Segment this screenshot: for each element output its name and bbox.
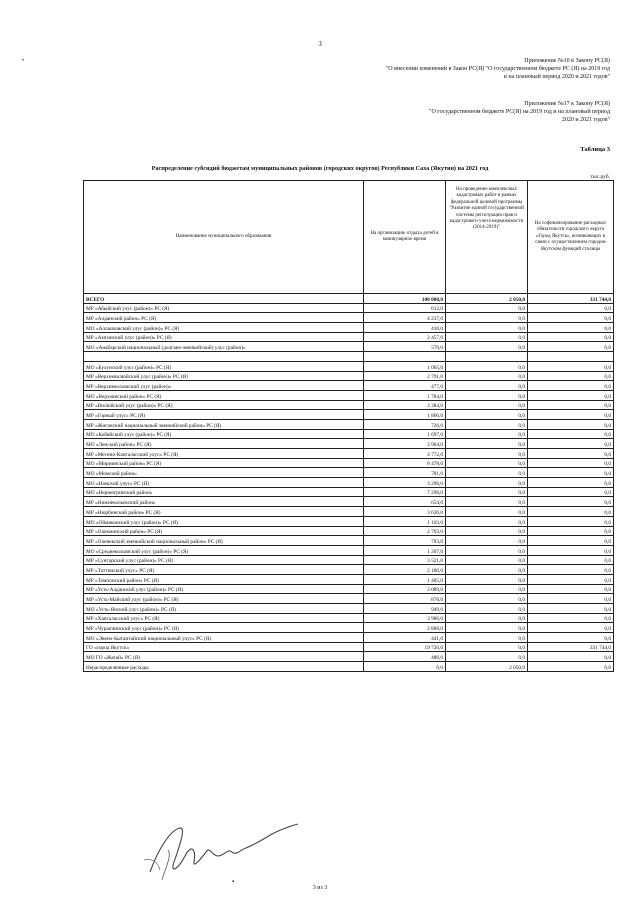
cell-capital-cofinancing: 0,0 [528, 594, 614, 604]
scan-dot: • [22, 58, 25, 64]
cell-capital-cofinancing: 0,0 [528, 342, 614, 352]
cell-cadastral-works: 0,0 [446, 371, 528, 381]
cell-capital-cofinancing: 0,0 [528, 516, 614, 526]
cell-cadastral-works: 0,0 [446, 584, 528, 594]
cell-capital-cofinancing: 0,0 [528, 536, 614, 546]
cell-children-rest: 1 784,0 [364, 390, 446, 400]
table-row [84, 303, 614, 313]
cell-cadastral-works: 0,0 [446, 429, 528, 439]
cell-municipality: МР «Абыйский улус (район)» РС (Я) [84, 303, 364, 313]
cell-cadastral-works: 0,0 [446, 439, 528, 449]
table-row [84, 555, 614, 565]
table-row [84, 458, 614, 468]
cell-children-rest: 612,0 [364, 303, 446, 313]
document-title: Распределение субсидий бюджетам муниципальных районов (городских округов) Республики Саха (Якутия) на 2021 год [151, 165, 489, 172]
cell-children-rest: 100 000,0 [364, 294, 446, 304]
cell-cadastral-works: 0,0 [446, 526, 528, 536]
cell-municipality: МО «Эвено-Бытантайский национальный улус» РС (Я) [84, 633, 364, 643]
cell-children-rest: 4 237,0 [364, 313, 446, 323]
cell-cadastral-works: 0,0 [446, 536, 528, 546]
cell-cadastral-works [446, 352, 528, 362]
cell-cadastral-works: 0,0 [446, 574, 528, 584]
cell-municipality: МР «Хангаласский улус» РС (Я) [84, 613, 364, 623]
cell-municipality: МР «Жиганский национальный эвенкийский район» РС (Я) [84, 419, 364, 429]
cell-capital-cofinancing: 0,0 [528, 555, 614, 565]
table-row [84, 400, 614, 410]
table-row [84, 662, 614, 672]
cell-municipality: МР «Усть-Алданский улус (район)» РС (Я) [84, 584, 364, 594]
cell-children-rest: 3 296,0 [364, 478, 446, 488]
table-header-row [84, 181, 614, 294]
cell-cadastral-works: 0,0 [446, 381, 528, 391]
cell-capital-cofinancing: 0,0 [528, 478, 614, 488]
table-row [84, 623, 614, 633]
cell-capital-cofinancing: 0,0 [528, 623, 614, 633]
cell-children-rest: 3 986,0 [364, 613, 446, 623]
cell-children-rest: 1 103,0 [364, 516, 446, 526]
cell-children-rest: 441,0 [364, 633, 446, 643]
table-row [84, 526, 614, 536]
appendix-10-line1: Приложение №10 к Закону РС(Я) [524, 58, 610, 64]
table-row [84, 487, 614, 497]
cell-municipality: МР «Сунтарский улус (район)» РС (Я) [84, 555, 364, 565]
cell-municipality: МР «Усть-Майский улус (район)» РС (Я) [84, 594, 364, 604]
table-body [84, 294, 614, 672]
table-row [84, 594, 614, 604]
handwritten-signature [140, 810, 310, 890]
cell-municipality: МО «Мирнинский район» РС (Я) [84, 458, 364, 468]
cell-children-rest: 2 457,0 [364, 332, 446, 342]
cell-cadastral-works: 0,0 [446, 449, 528, 459]
cell-capital-cofinancing: 0,0 [528, 526, 614, 536]
cell-children-rest: 1 207,0 [364, 545, 446, 555]
table-row [84, 410, 614, 420]
cell-capital-cofinancing: 0,0 [528, 400, 614, 410]
table-row [84, 468, 614, 478]
cell-municipality: МР «Амгинский улус (район)» РС (Я) [84, 332, 364, 342]
cell-children-rest: 3 636,0 [364, 507, 446, 517]
cell-cadastral-works: 0,0 [446, 313, 528, 323]
header-col2: На проведение комплексных кадастровых работ в рамках федеральной целевой программы "Развитие единой государственной системы регистрации прав и кадастрового учета недвижимости (2014-2019)" [446, 181, 528, 294]
table-row [84, 381, 614, 391]
table-row [84, 352, 614, 362]
cell-children-rest: 570,0 [364, 342, 446, 352]
cell-capital-cofinancing: 0,0 [528, 332, 614, 342]
header-col1: На организацию отдыха детей в каникулярное время [364, 181, 446, 294]
cell-children-rest: 8 478,0 [364, 458, 446, 468]
table-row [84, 613, 614, 623]
cell-cadastral-works: 0,0 [446, 497, 528, 507]
cell-capital-cofinancing: 0,0 [528, 487, 614, 497]
cell-capital-cofinancing: 0,0 [528, 468, 614, 478]
cell-municipality: МР «Томпонский район» РС (Я) [84, 574, 364, 584]
cell-municipality: МО «Момский район» [84, 468, 364, 478]
cell-municipality: МР «Алданский район» РС (Я) [84, 313, 364, 323]
table-row [84, 507, 614, 517]
cell-children-rest: 410,0 [364, 323, 446, 333]
cell-children-rest: 781,0 [364, 468, 446, 478]
cell-children-rest: 477,0 [364, 381, 446, 391]
cell-capital-cofinancing: 0,0 [528, 574, 614, 584]
appendix-10-line2: "О внесении изменений в Закон РС(Я) "О государственном бюджете РС (Я) на 2019 год [385, 66, 610, 72]
cell-municipality: МР «Оленекский эвенкийский национальный район» РС (Я) [84, 536, 364, 546]
cell-capital-cofinancing: 0,0 [528, 613, 614, 623]
cell-children-rest: 1 405,0 [364, 574, 446, 584]
cell-capital-cofinancing: 0,0 [528, 652, 614, 662]
cell-municipality: МР «Таттинский улус» РС (Я) [84, 565, 364, 575]
units-label: тыс.руб. [590, 174, 610, 180]
cell-capital-cofinancing: 0,0 [528, 604, 614, 614]
cell-capital-cofinancing: 0,0 [528, 449, 614, 459]
cell-children-rest: 4 772,0 [364, 449, 446, 459]
cell-cadastral-works: 0,0 [446, 633, 528, 643]
cell-municipality: МР «Нижнеколымский район» [84, 497, 364, 507]
cell-municipality: МР «Верхнеколымский улус (район)» [84, 381, 364, 391]
cell-children-rest: 726,0 [364, 419, 446, 429]
cell-capital-cofinancing: 0,0 [528, 662, 614, 672]
cell-municipality: МО «Среднеколымский улус (район)» РС (Я) [84, 545, 364, 555]
cell-municipality: Нераспределенные расходы [84, 662, 364, 672]
cell-municipality: МО «Нерюнгринский район» [84, 487, 364, 497]
cell-capital-cofinancing: 0,0 [528, 565, 614, 575]
appendix-17-line2: "О государственном бюджете РС(Я) на 2019 год и на плановый период [429, 109, 610, 115]
cell-capital-cofinancing: 0,0 [528, 390, 614, 400]
cell-capital-cofinancing: 0,0 [528, 497, 614, 507]
cell-municipality: МР «Нюрбинский район» РС (Я) [84, 507, 364, 517]
cell-cadastral-works: 0,0 [446, 323, 528, 333]
table-row [84, 390, 614, 400]
appendix-note-17 [429, 100, 610, 124]
cell-capital-cofinancing: 0,0 [528, 507, 614, 517]
cell-cadastral-works: 0,0 [446, 478, 528, 488]
cell-cadastral-works: 0,0 [446, 613, 528, 623]
table-row [84, 545, 614, 555]
cell-capital-cofinancing: 0,0 [528, 313, 614, 323]
cell-children-rest: 0,0 [364, 662, 446, 672]
cell-cadastral-works: 0,0 [446, 342, 528, 352]
cell-capital-cofinancing: 0,0 [528, 545, 614, 555]
cell-municipality: МО ГО «Жатай» РС (Я) [84, 652, 364, 662]
cell-capital-cofinancing: 0,0 [528, 381, 614, 391]
cell-children-rest: 19 720,0 [364, 642, 446, 652]
cell-capital-cofinancing [528, 352, 614, 362]
cell-cadastral-works: 0,0 [446, 419, 528, 429]
cell-cadastral-works: 0,0 [446, 487, 528, 497]
cell-cadastral-works: 0,0 [446, 390, 528, 400]
cell-children-rest: 703,0 [364, 536, 446, 546]
cell-children-rest [364, 352, 446, 362]
cell-cadastral-works: 0,0 [446, 642, 528, 652]
cell-children-rest: 1 065,0 [364, 361, 446, 371]
page-number: 3 [318, 40, 322, 48]
table-row [84, 342, 614, 352]
cell-municipality: МО «Усть-Янский улус (район)» РС (Я) [84, 604, 364, 614]
table-label: Таблица 3 [580, 146, 610, 153]
cell-cadastral-works: 0,0 [446, 303, 528, 313]
cell-children-rest: 1 697,0 [364, 429, 446, 439]
cell-children-rest: 3 384,0 [364, 400, 446, 410]
cell-cadastral-works: 0,0 [446, 400, 528, 410]
subsidy-table [83, 180, 614, 672]
appendix-17-line3: 2020 и 2021 годов" [561, 117, 610, 123]
cell-children-rest: 2 180,0 [364, 565, 446, 575]
cell-cadastral-works: 2 050,0 [446, 294, 528, 304]
cell-municipality [84, 352, 364, 362]
table-row [84, 323, 614, 333]
cell-cadastral-works: 0,0 [446, 468, 528, 478]
appendix-note-10 [386, 57, 610, 81]
cell-children-rest: 1 800,0 [364, 410, 446, 420]
table-row [84, 371, 614, 381]
cell-municipality: МР «Мегино-Кангаласский улус» РС (Я) [84, 449, 364, 459]
cell-cadastral-works: 0,0 [446, 652, 528, 662]
cell-cadastral-works: 0,0 [446, 361, 528, 371]
cell-cadastral-works: 0,0 [446, 410, 528, 420]
table-row [84, 536, 614, 546]
cell-cadastral-works: 0,0 [446, 545, 528, 555]
appendix-17-line1: Приложение №17 к Закону РС(Я) [524, 101, 610, 107]
cell-children-rest: 2 703,0 [364, 526, 446, 536]
cell-children-rest: 3 521,0 [364, 555, 446, 565]
cell-municipality: МР «Олекминский район» РС (Я) [84, 526, 364, 536]
cell-children-rest: 654,0 [364, 497, 446, 507]
table-row [84, 497, 614, 507]
table-row [84, 652, 614, 662]
cell-cadastral-works: 0,0 [446, 332, 528, 342]
cell-children-rest: 949,0 [364, 604, 446, 614]
cell-capital-cofinancing: 331 744,0 [528, 294, 614, 304]
cell-capital-cofinancing: 0,0 [528, 371, 614, 381]
table-row [84, 313, 614, 323]
cell-children-rest: 3 904,0 [364, 439, 446, 449]
cell-capital-cofinancing: 0,0 [528, 410, 614, 420]
header-name: Наименование муниципального образования [84, 181, 364, 294]
cell-municipality: ГО «город Якутск» [84, 642, 364, 652]
cell-municipality: ВСЕГО [84, 294, 364, 304]
cell-municipality: МО «Верхоянский район» РС (Я) [84, 390, 364, 400]
cell-capital-cofinancing: 331 744,0 [528, 642, 614, 652]
cell-capital-cofinancing: 0,0 [528, 439, 614, 449]
table-row [84, 332, 614, 342]
header-col3: На софинансирование расходных обязательств городского округа «Город Якутск», возникающих в связи с осуществлением городом Якутском функций столицы [528, 181, 614, 294]
cell-children-rest: 3 089,0 [364, 584, 446, 594]
cell-cadastral-works: 0,0 [446, 507, 528, 517]
scan-dot-2: ▪ [232, 879, 235, 885]
cell-municipality: МО «Анабарский национальный (долгано-эвенкийский) улус (район)» [84, 342, 364, 352]
cell-capital-cofinancing: 0,0 [528, 361, 614, 371]
cell-cadastral-works: 2 050,0 [446, 662, 528, 672]
cell-cadastral-works: 0,0 [446, 604, 528, 614]
appendix-10-line3: и на плановый период 2020 и 2021 годов" [503, 74, 610, 80]
cell-cadastral-works: 0,0 [446, 594, 528, 604]
cell-municipality: МР «Верхневилюйский улус (район)» РС (Я) [84, 371, 364, 381]
table-row [84, 429, 614, 439]
table-row [84, 419, 614, 429]
table-row [84, 633, 614, 643]
table-row [84, 584, 614, 594]
cell-cadastral-works: 0,0 [446, 555, 528, 565]
cell-cadastral-works: 0,0 [446, 565, 528, 575]
cell-capital-cofinancing: 0,0 [528, 458, 614, 468]
table-row [84, 604, 614, 614]
cell-children-rest: 2 791,0 [364, 371, 446, 381]
page-counter: 3 из 3 [312, 885, 328, 891]
cell-municipality: МР «Чурапчинский улус (район)» РС (Я) [84, 623, 364, 633]
cell-municipality: МО «Оймяконский улус (район)» РС (Я) [84, 516, 364, 526]
cell-municipality: МР «Горный улус» РС (Я) [84, 410, 364, 420]
cell-municipality: МР «Вилюйский улус (район)» РС (Я) [84, 400, 364, 410]
cell-capital-cofinancing: 0,0 [528, 419, 614, 429]
cell-municipality: МО «Ленский район» РС (Я) [84, 439, 364, 449]
cell-children-rest: 2 808,0 [364, 623, 446, 633]
table-row [84, 478, 614, 488]
table-row [84, 449, 614, 459]
cell-capital-cofinancing: 0,0 [528, 323, 614, 333]
cell-cadastral-works: 0,0 [446, 516, 528, 526]
table-row [84, 565, 614, 575]
total-row [84, 294, 614, 304]
cell-cadastral-works: 0,0 [446, 458, 528, 468]
table-row [84, 516, 614, 526]
cell-capital-cofinancing: 0,0 [528, 303, 614, 313]
cell-municipality: МО «Булунский улус (район)» РС (Я) [84, 361, 364, 371]
table-row [84, 439, 614, 449]
cell-children-rest: 486,0 [364, 652, 446, 662]
table-row [84, 361, 614, 371]
cell-municipality: МО «Намский улус» РС (Я) [84, 478, 364, 488]
cell-cadastral-works: 0,0 [446, 623, 528, 633]
cell-municipality: МО «Кобяйский улус (район)» РС (Я) [84, 429, 364, 439]
cell-municipality: МО «Аллаиховский улус (район)» РС (Я) [84, 323, 364, 333]
cell-capital-cofinancing: 0,0 [528, 584, 614, 594]
cell-capital-cofinancing: 0,0 [528, 429, 614, 439]
cell-capital-cofinancing: 0,0 [528, 633, 614, 643]
cell-children-rest: 7 298,0 [364, 487, 446, 497]
cell-children-rest: 878,0 [364, 594, 446, 604]
table-row [84, 642, 614, 652]
table-row [84, 574, 614, 584]
